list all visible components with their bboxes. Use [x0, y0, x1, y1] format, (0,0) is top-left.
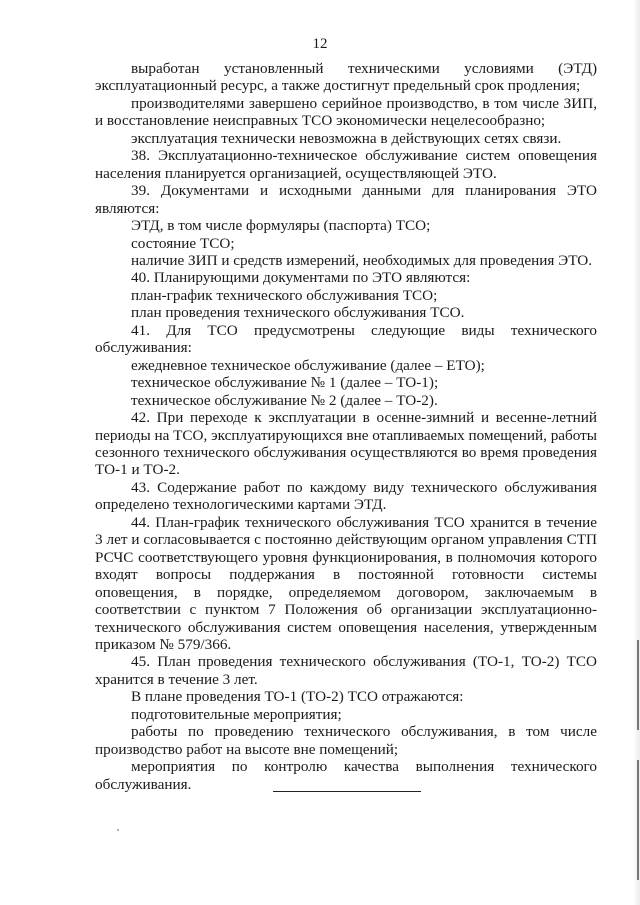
paragraph-45: 45. План проведения технического обслуживания (ТО-1, ТО-2) ТСО хранится в течение 3 лет.: [95, 653, 597, 688]
scan-edge-mark: [637, 640, 639, 730]
page-number: 12: [312, 36, 328, 52]
paragraph-45-item-works: работы по проведению технического обслуживания, в том числе производство работ на высоте вне помещений;: [95, 723, 597, 758]
paragraph-45-item-quality-control: мероприятия по контролю качества выполнения технического обслуживания.: [95, 758, 597, 793]
paragraph-41-item-to2: техническое обслуживание № 2 (далее – ТО-2).: [131, 391, 438, 409]
document-body: [95, 60, 597, 793]
paragraph-39-item-zip: наличие ЗИП и средств измерений, необходимых для проведения ЭТО.: [131, 251, 593, 269]
paragraph-39: 39. Документами и исходными данными для планирования ЭТО являются:: [95, 182, 597, 217]
paragraph-38: 38. Эксплуатационно-техническое обслуживание систем оповещения населения планируется организацией, осуществляющей ЭТО.: [95, 147, 597, 182]
paragraph-resource-exhausted: выработан установленный техническими условиями (ЭТД) эксплуатационный ресурс, а также достигнут предельный срок продления;: [95, 60, 597, 95]
paragraph-45-item-preparation: подготовительные мероприятия;: [131, 705, 342, 723]
paragraph-production-finished: производителями завершено серийное производство, в том числе ЗИП, и восстановление неисправных ТСО экономически нецелесообразно;: [95, 94, 597, 130]
footnote-rule: [273, 791, 421, 792]
scan-edge-mark: [637, 760, 639, 880]
paragraph-41: 41. Для ТСО предусмотрены следующие виды технического обслуживания:: [95, 321, 597, 357]
paragraph-40: 40. Планирующими документами по ЭТО являются:: [131, 269, 471, 287]
paragraph-43: 43. Содержание работ по каждому виду технического обслуживания определено технологическими картами ЭТД.: [95, 478, 597, 514]
paragraph-40-item-schedule: план-график технического обслуживания ТСО;: [131, 286, 438, 304]
paragraph-44: 44. План-график технического обслуживания ТСО хранится в течение 3 лет и согласовывается с постоянно действующим органом управления СТП РСЧС соответствующего уровня функционирования, в полномочия которого входят вопросы поддержания в постоянной готовности системы оповещения, в порядке, определяемом договором, заключаемым в соответствии с пунктом 7 Положения об организации эксплуатационно-технического обслуживания систем оповещения населения, утвержденным приказом № 579/366.: [95, 513, 597, 653]
paragraph-45-plan-contents: В плане проведения ТО-1 (ТО-2) ТСО отражаются:: [131, 688, 464, 706]
paragraph-41-item-eto: ежедневное техническое обслуживание (далее – ЕТО);: [131, 356, 485, 374]
scan-speck: [117, 829, 119, 831]
paragraph-39-item-state: состояние ТСО;: [131, 234, 235, 252]
paragraph-39-item-etd: ЭТД, в том числе формуляры (паспорта) ТСО;: [131, 217, 431, 235]
paragraph-40-item-plan: план проведения технического обслуживания ТСО.: [131, 304, 465, 322]
paragraph-operation-impossible: эксплуатация технически невозможна в действующих сетях связи.: [131, 129, 562, 147]
paragraph-42: 42. При переходе к эксплуатации в осенне-зимний и весенне-летний периоды на ТСО, эксплуатирующихся вне отапливаемых помещений, работы сезонного технического обслуживания осуществляются во время проведения ТО-1 и ТО-2.: [95, 409, 597, 479]
paragraph-41-item-to1: техническое обслуживание № 1 (далее – ТО-1);: [131, 374, 439, 392]
